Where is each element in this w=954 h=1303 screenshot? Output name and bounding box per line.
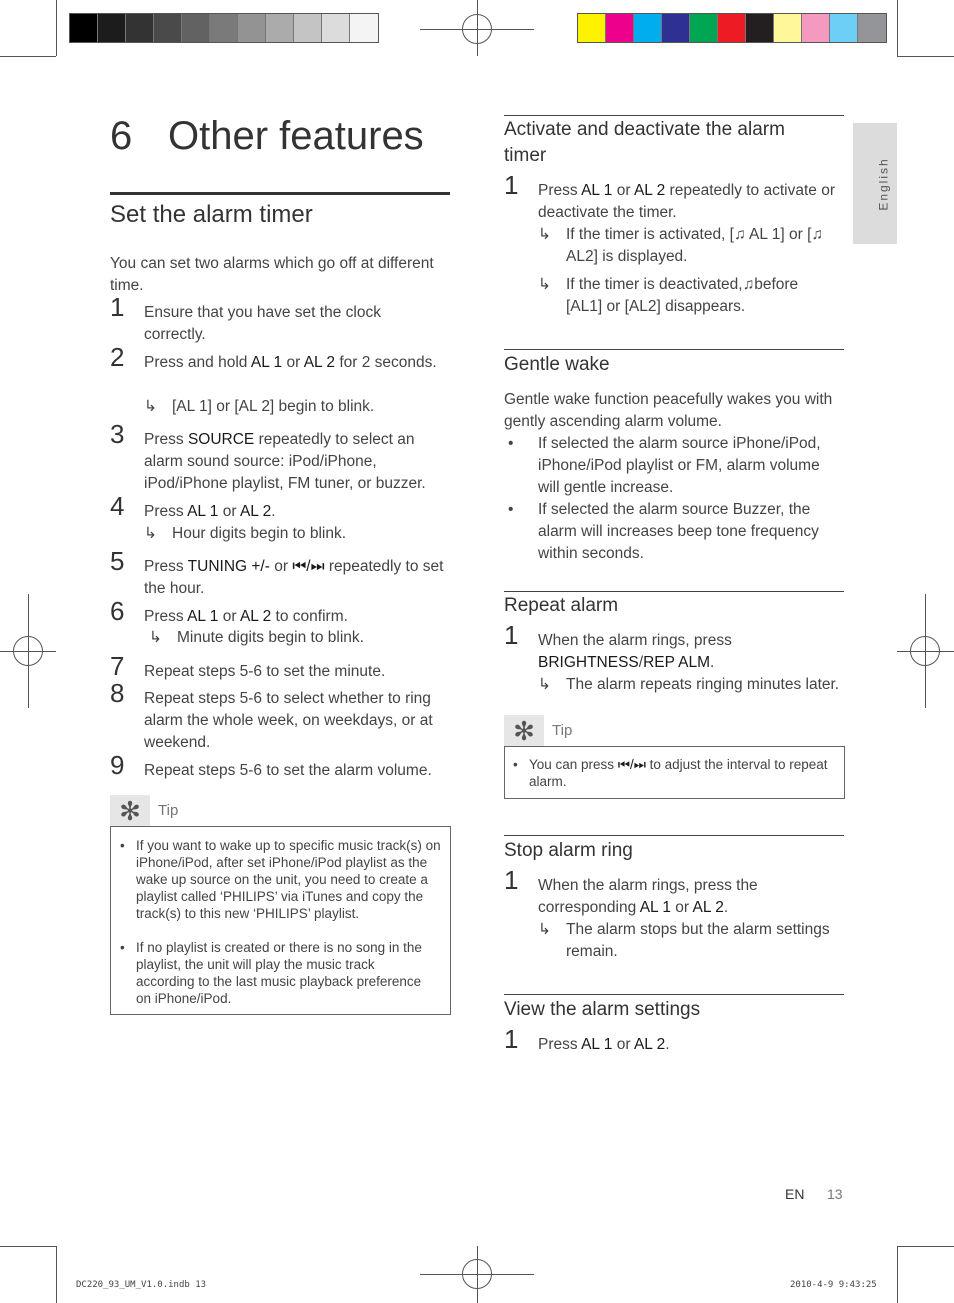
calibration-swatch (858, 14, 886, 42)
tip-text: If no playlist is created or there is no song in the playlist, the unit will play the music track according to the last music playback preference on iPhone/iPod. (136, 940, 422, 1006)
calibration-swatch (774, 14, 802, 42)
step-number: 5 (110, 546, 125, 576)
tip-icon: ✻ (110, 795, 150, 827)
step-3 (110, 419, 444, 495)
step-number: 1 (504, 620, 519, 650)
tip-header (110, 795, 310, 827)
prev-next-icon: ⏮/⏭ (617, 757, 646, 772)
section-heading-stop-alarm: Stop alarm ring (504, 840, 633, 861)
registration-mark (477, 0, 478, 56)
step-text: . (710, 654, 715, 671)
calibration-swatch (126, 14, 154, 42)
step-text: or (612, 1036, 634, 1053)
prev-next-icon: ⏮/⏭ (292, 558, 325, 575)
calibration-swatch (802, 14, 830, 42)
chapter-name: Other features (168, 114, 424, 158)
key-label: AL 1 (581, 1036, 613, 1053)
key-label: SOURCE (187, 431, 255, 448)
key-label: AL 1 (187, 503, 219, 520)
step-result (144, 396, 452, 418)
step-text: . (665, 1036, 670, 1053)
calibration-swatch (322, 14, 350, 42)
crop-mark (897, 1246, 898, 1303)
step-text: Press (144, 431, 188, 448)
tip-text: If you want to wake up to specific music track(s) on iPhone/iPod, after set iPhone/iPod playlist as the wake up source on the unit, you need to create a playlist called ‘PHILIPS’ via iTunes and copy the track(s) to this new ‘PHILIPS’ playlist. (136, 838, 441, 921)
calibration-swatch (718, 14, 746, 42)
step-4 (110, 491, 444, 523)
tip-header (504, 715, 704, 747)
step-text: or (269, 558, 293, 575)
result-text: Minute digits begin to blink. (177, 629, 364, 646)
key-label: AL 2 (633, 182, 666, 199)
step-9 (110, 750, 452, 782)
step-result (144, 523, 452, 545)
tip-label: Tip (158, 802, 179, 819)
language-tab-label: English (876, 157, 891, 211)
print-slug-right: 2010-4-9 9:43:25 (790, 1280, 877, 1290)
key-label: AL 1 (250, 354, 283, 371)
calibration-swatch (350, 14, 378, 42)
bullet: • (508, 501, 514, 518)
step-text: Repeat steps 5-6 to set the alarm volume. (144, 762, 432, 779)
tip-item (513, 756, 835, 790)
registration-mark (925, 594, 926, 708)
step-text: When the alarm rings, press the corresponding (538, 877, 758, 916)
section-rule (504, 349, 844, 350)
tip-text: You can press (529, 757, 618, 772)
gentle-intro: Gentle wake function peacefully wakes you with gently ascending alarm volume. (504, 391, 833, 430)
calibration-swatch (634, 14, 662, 42)
step-1 (110, 292, 444, 346)
crop-mark (0, 1246, 56, 1247)
arrow-icon: ↳ (538, 676, 551, 693)
registration-mark (477, 1246, 478, 1303)
calibration-swatch (606, 14, 634, 42)
step-text: When the alarm rings, press (538, 632, 732, 649)
crop-mark (0, 56, 56, 57)
key-label: AL 2 (692, 899, 724, 916)
section-rule (504, 994, 844, 995)
calibration-swatch (746, 14, 774, 42)
key-label: TUNING +/- (187, 558, 270, 575)
step-text: repeatedly to select an alarm sound source: iPod/iPhone, iPod/iPhone playlist, FM tuner, or buzzer. (144, 431, 426, 492)
step-text: . (271, 503, 276, 520)
bullet: • (120, 940, 125, 955)
activate-step-1 (504, 170, 844, 224)
intro-text: You can set two alarms which go off at different time. (110, 255, 434, 294)
crop-mark (897, 1246, 954, 1247)
step-text: repeatedly to set the hour. (144, 558, 444, 597)
tip-label: Tip (552, 722, 573, 739)
step-text: to confirm. (271, 608, 348, 625)
key-label: AL 1 (639, 899, 671, 916)
step-text: . (723, 899, 729, 916)
calibration-swatch (662, 14, 690, 42)
step-result (538, 674, 846, 696)
calibration-swatch (578, 14, 606, 42)
stop-step-1 (504, 865, 844, 919)
step-result (538, 274, 836, 318)
chapter-number: 6 (110, 114, 133, 158)
key-label: REP ALM (643, 654, 710, 671)
step-text: or (282, 354, 304, 371)
gray-calibration-bar (69, 13, 379, 43)
key-label: AL 1 (187, 608, 219, 625)
color-calibration-bar (577, 13, 887, 43)
crop-mark (897, 56, 954, 57)
repeat-step-1 (504, 620, 844, 674)
calibration-swatch (210, 14, 238, 42)
step-text: or (218, 503, 240, 520)
step-text: / (638, 654, 644, 671)
section-heading-activate: Activate and deactivate the alarm timer (504, 119, 785, 166)
calibration-swatch (154, 14, 182, 42)
tip-item (120, 939, 426, 1007)
chapter-title (110, 114, 424, 159)
key-label: AL 2 (303, 354, 336, 371)
print-slug-left: DC220_93_UM_V1.0.indb 13 (76, 1280, 207, 1290)
result-text: [AL 1] or [AL 2] begin to blink. (172, 398, 375, 415)
bullet: • (513, 757, 518, 772)
result-text: The alarm stops but the alarm settings remain. (566, 921, 830, 960)
step-text: repeatedly to activate or deactivate the timer. (538, 182, 835, 221)
calibration-swatch (70, 14, 98, 42)
step-number: 9 (110, 750, 125, 780)
bullet: • (120, 838, 125, 853)
result-text: If the timer is deactivated,♫before [AL1] or [AL2] disappears. (566, 276, 799, 315)
crop-mark (56, 1246, 57, 1303)
step-8 (110, 678, 450, 754)
gentle-bullet (508, 499, 840, 565)
step-text: Press (144, 608, 188, 625)
step-text: Press (144, 558, 188, 575)
section-heading-alarm-timer: Set the alarm timer (110, 201, 313, 228)
calibration-swatch (294, 14, 322, 42)
step-text: Press (538, 1036, 582, 1053)
step-number: 2 (110, 342, 125, 372)
key-label: BRIGHTNESS (538, 654, 639, 671)
step-number: 7 (110, 651, 125, 681)
calibration-swatch (238, 14, 266, 42)
crop-mark (897, 0, 898, 56)
step-text: or (218, 608, 240, 625)
arrow-icon: ↳ (144, 525, 157, 542)
language-tab (853, 123, 897, 244)
section-rule (504, 115, 844, 116)
arrow-icon: ↳ (149, 629, 162, 646)
tip-box (504, 746, 845, 799)
calibration-swatch (98, 14, 126, 42)
view-step-1 (504, 1024, 844, 1056)
tip-text: to adjust the interval to repeat alarm. (529, 757, 828, 789)
step-result (538, 224, 836, 268)
arrow-icon: ↳ (144, 398, 157, 415)
page-number: 13 (827, 1186, 843, 1202)
gentle-bullet (508, 433, 840, 499)
step-6 (110, 596, 444, 628)
bullet-text: If selected the alarm source iPhone/iPod, iPhone/iPod playlist or FM, alarm volume will gentle increase. (538, 435, 821, 496)
step-number: 1 (110, 292, 125, 322)
step-number: 1 (504, 170, 519, 200)
footer-language: EN (785, 1186, 805, 1202)
step-text: or (612, 182, 634, 199)
step-text: Repeat steps 5-6 to select whether to ring alarm the whole week, on weekdays, or at weekend. (144, 690, 433, 751)
crop-mark (56, 0, 57, 56)
tip-item (120, 837, 442, 922)
registration-mark (28, 594, 29, 708)
calibration-swatch (690, 14, 718, 42)
step-5 (110, 546, 450, 600)
tip-box (110, 826, 451, 1015)
key-label: AL 2 (633, 1036, 666, 1053)
result-text: Hour digits begin to blink. (172, 525, 347, 542)
arrow-icon: ↳ (538, 921, 551, 938)
tip-icon: ✻ (504, 715, 544, 747)
section-heading-view-alarm: View the alarm settings (504, 999, 701, 1020)
step-text: Press and hold (144, 354, 251, 371)
step-text: Ensure that you have set the clock correctly. (144, 304, 381, 343)
section-rule (110, 192, 450, 195)
section-rule (504, 835, 844, 836)
step-number: 3 (110, 419, 125, 449)
arrow-icon: ↳ (538, 276, 551, 293)
result-text: The alarm repeats ringing minutes later. (566, 676, 840, 693)
step-number: 6 (110, 596, 125, 626)
key-label: AL 2 (239, 503, 272, 520)
step-number: 4 (110, 491, 125, 521)
calibration-swatch (182, 14, 210, 42)
step-7 (110, 651, 450, 683)
bullet-text: If selected the alarm source Buzzer, the alarm will increases beep tone frequency within seconds. (538, 501, 819, 562)
key-label: AL 2 (239, 608, 272, 625)
section-rule (504, 591, 844, 592)
key-label: AL 1 (581, 182, 613, 199)
step-number: 1 (504, 865, 519, 895)
step-text: Press (538, 182, 582, 199)
section-heading-repeat-alarm: Repeat alarm (504, 595, 619, 616)
step-text: Press (144, 503, 188, 520)
step-text: Repeat steps 5-6 to set the minute. (144, 663, 386, 680)
step-result (149, 627, 452, 649)
calibration-swatch (830, 14, 858, 42)
step-result (538, 919, 844, 963)
step-2 (110, 342, 444, 374)
section-heading-gentle-wake: Gentle wake (504, 354, 610, 375)
arrow-icon: ↳ (538, 226, 551, 243)
step-number: 8 (110, 678, 125, 708)
step-text: or (671, 899, 693, 916)
bullet: • (508, 435, 514, 452)
step-number: 1 (504, 1024, 519, 1054)
step-text: for 2 seconds. (335, 354, 437, 371)
result-text: If the timer is activated, [♫ AL 1] or [♫ AL2] is displayed. (566, 226, 823, 265)
calibration-swatch (266, 14, 294, 42)
